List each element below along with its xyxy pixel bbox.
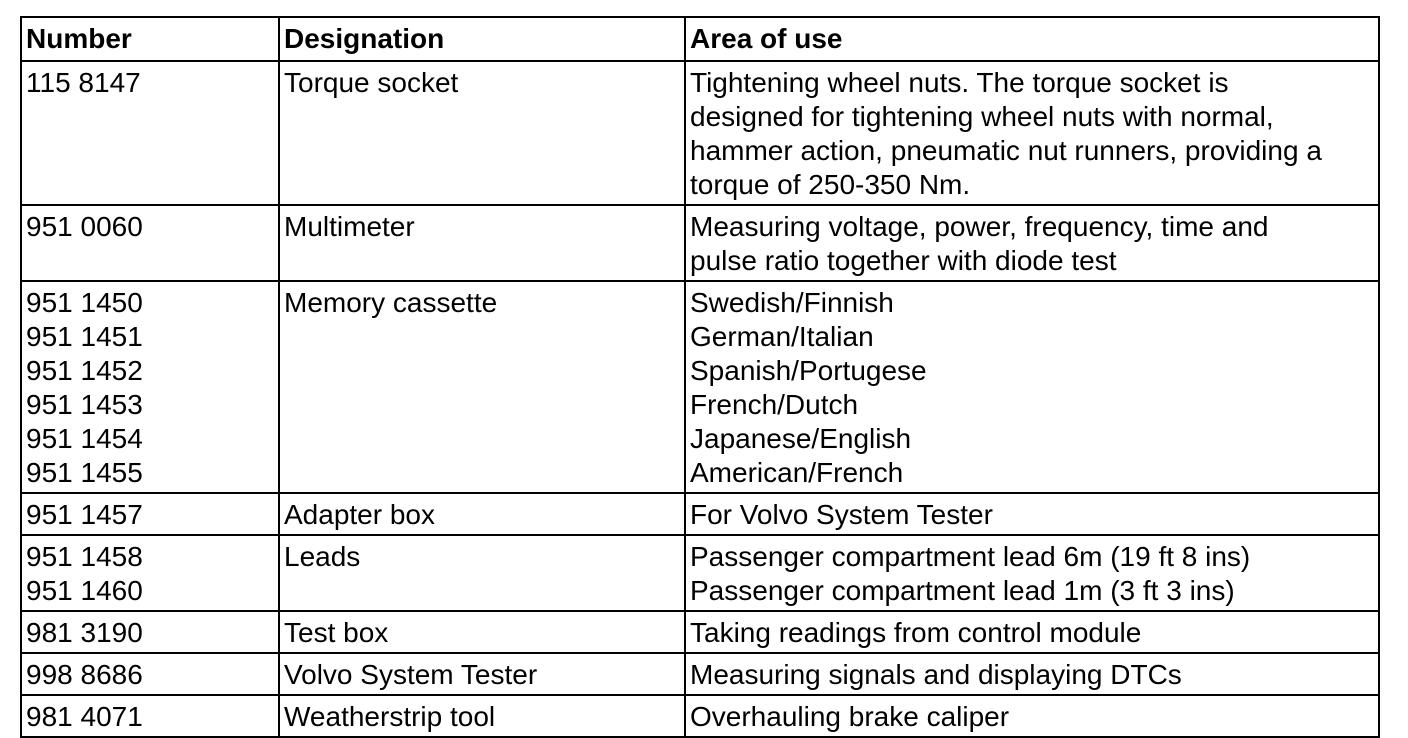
- cell-designation: Volvo System Tester: [279, 653, 685, 695]
- part-number: 981 3190: [26, 617, 143, 648]
- area-of-use-line: hammer action, pneumatic nut runners, providing a: [690, 135, 1322, 166]
- cell-number: [21, 653, 279, 695]
- table-row: [21, 535, 1379, 611]
- cell-area-of-use: [685, 493, 1379, 535]
- part-number: 951 1451: [26, 321, 143, 352]
- cell-designation: Weatherstrip tool: [279, 695, 685, 737]
- cell-designation: Leads: [279, 535, 685, 611]
- header-designation: Designation: [279, 17, 685, 61]
- area-of-use-line: French/Dutch: [690, 389, 859, 420]
- cell-number: [21, 493, 279, 535]
- cell-number: [21, 611, 279, 653]
- cell-area-of-use: [685, 695, 1379, 737]
- area-of-use-line: Overhauling brake caliper: [690, 701, 1010, 732]
- table-row: [21, 695, 1379, 737]
- tools-table: [20, 16, 1380, 738]
- area-of-use-line: Spanish/Portugese: [690, 355, 927, 386]
- cell-designation: Adapter box: [279, 493, 685, 535]
- table-row: [21, 653, 1379, 695]
- part-number: 981 4071: [26, 701, 143, 732]
- table-header-row: [21, 17, 1379, 61]
- table-row: [21, 493, 1379, 535]
- header-area-of-use: Area of use: [685, 17, 1379, 61]
- area-of-use-line: Passenger compartment lead 6m (19 ft 8 ins): [690, 541, 1251, 572]
- cell-number: [21, 535, 279, 611]
- table-row: [21, 281, 1379, 493]
- cell-area-of-use: [685, 611, 1379, 653]
- area-of-use-line: Japanese/English: [690, 423, 912, 454]
- cell-area-of-use: [685, 61, 1379, 205]
- cell-number: [21, 205, 279, 281]
- part-number: 115 8147: [26, 67, 141, 98]
- area-of-use-line: Taking readings from control module: [690, 617, 1142, 648]
- cell-area-of-use: [685, 653, 1379, 695]
- area-of-use-line: For Volvo System Tester: [690, 499, 993, 530]
- cell-number: [21, 695, 279, 737]
- area-of-use-line: pulse ratio together with diode test: [690, 245, 1117, 276]
- part-number: 951 1458: [26, 541, 143, 572]
- area-of-use-line: Measuring signals and displaying DTCs: [690, 659, 1182, 690]
- area-of-use-line: German/Italian: [690, 321, 874, 352]
- part-number: 951 1453: [26, 389, 143, 420]
- part-number: 951 1460: [26, 575, 143, 606]
- area-of-use-line: Swedish/Finnish: [690, 287, 894, 318]
- cell-designation: Memory cassette: [279, 281, 685, 493]
- cell-area-of-use: [685, 281, 1379, 493]
- cell-number: [21, 61, 279, 205]
- cell-designation: Test box: [279, 611, 685, 653]
- area-of-use-line: Tightening wheel nuts. The torque socket is: [690, 67, 1229, 98]
- part-number: 951 0060: [26, 211, 143, 242]
- table-row: [21, 61, 1379, 205]
- area-of-use-line: designed for tightening wheel nuts with normal,: [690, 101, 1274, 132]
- part-number: 951 1457: [26, 499, 143, 530]
- cell-designation: Multimeter: [279, 205, 685, 281]
- cell-area-of-use: [685, 535, 1379, 611]
- cell-area-of-use: [685, 205, 1379, 281]
- area-of-use-line: torque of 250-350 Nm.: [690, 169, 971, 200]
- part-number: 951 1452: [26, 355, 143, 386]
- area-of-use-line: Measuring voltage, power, frequency, time and: [690, 211, 1269, 242]
- area-of-use-line: Passenger compartment lead 1m (3 ft 3 ins): [690, 575, 1235, 606]
- cell-number: [21, 281, 279, 493]
- part-number: 951 1455: [26, 457, 143, 488]
- table-row: [21, 205, 1379, 281]
- part-number: 951 1454: [26, 423, 143, 454]
- table-row: [21, 611, 1379, 653]
- part-number: 951 1450: [26, 287, 143, 318]
- area-of-use-line: American/French: [690, 457, 904, 488]
- header-number: Number: [21, 17, 279, 61]
- part-number: 998 8686: [26, 659, 143, 690]
- cell-designation: Torque socket: [279, 61, 685, 205]
- table-body: [21, 61, 1379, 737]
